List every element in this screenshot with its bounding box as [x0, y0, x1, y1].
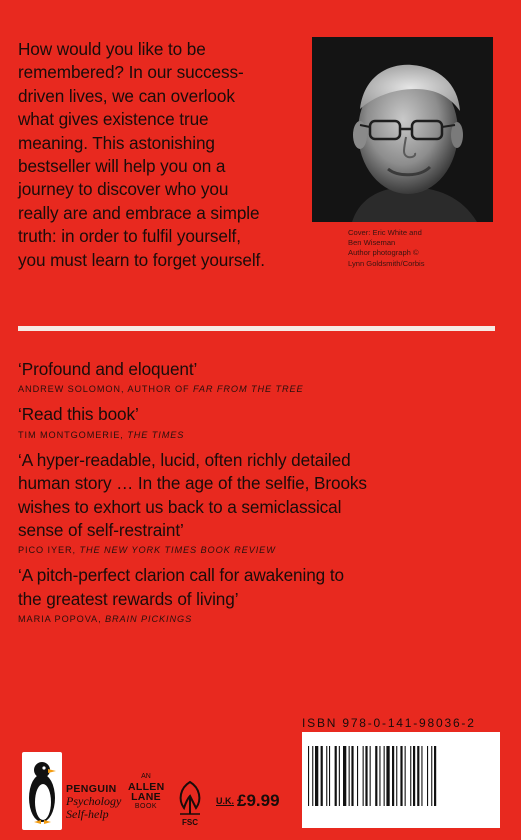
blurb-line: you must learn to forget yourself. [18, 249, 265, 270]
attribution-title: BRAIN PICKINGS [104, 614, 193, 625]
fsc-label: FSC [182, 818, 198, 827]
barcode-bar [375, 746, 377, 806]
barcode-bar [365, 746, 367, 806]
author-portrait-image [312, 37, 493, 222]
attribution-name: MARIA POPOVA, [18, 614, 105, 625]
barcode-bar [413, 746, 415, 806]
barcode-bar [417, 746, 419, 806]
allen-lane-line: ALLEN [128, 781, 165, 793]
barcode-bar [335, 746, 337, 806]
blurb-line: driven lives, we can overlook [18, 85, 235, 106]
blurb-line: truth: in order to fulfil yourself, [18, 226, 241, 247]
barcode-bar [427, 746, 428, 806]
credit-line: Lynn Goldsmith/Corbis [348, 258, 425, 268]
barcode-bar [396, 746, 397, 806]
barcode-bar [312, 746, 313, 806]
publisher-name: PENGUIN [66, 783, 117, 795]
barcode-bar [384, 746, 385, 806]
credit-line: Cover: Eric White and [348, 228, 422, 237]
divider-rule [18, 326, 495, 331]
quote-line: ‘Read this book’ [18, 404, 139, 425]
quote-line: the greatest rewards of living’ [18, 588, 239, 609]
allen-lane-top: AN [141, 773, 151, 780]
barcode-bar [392, 746, 394, 806]
back-cover-blurb [18, 38, 308, 272]
blurb-line: remembered? In our success- [18, 62, 244, 83]
quote-line: ‘A hyper-readable, lucid, often richly detailed [18, 449, 351, 470]
attribution-title: THE TIMES [127, 429, 185, 440]
quote-line: wishes to exhort us back to a semiclassical [18, 496, 342, 517]
review-quote [18, 449, 504, 556]
cover-credits [348, 228, 488, 269]
blurb-line: How would you like to be [18, 39, 206, 59]
credit-line: Author photograph © [348, 248, 419, 258]
barcode-bar [349, 746, 350, 806]
barcode-bar [326, 746, 327, 806]
barcode-bar [386, 746, 389, 806]
penguin-logo-icon [22, 752, 62, 830]
barcode-bar [315, 746, 318, 806]
category-label: Self-help [66, 807, 109, 821]
price-tag [216, 789, 280, 813]
review-quotes [18, 358, 504, 633]
price-region: U.K. [216, 796, 234, 806]
barcode-bar [370, 746, 371, 806]
allen-lane-logo [128, 772, 164, 812]
blurb-line: meaning. This astonishing [18, 132, 215, 153]
barcode-bar [421, 746, 422, 806]
price-amount: £9.99 [237, 791, 280, 810]
barcode-bar [363, 746, 364, 806]
attribution-title: FAR FROM THE TREE [193, 384, 304, 395]
blurb-line: journey to discover who you [18, 179, 229, 200]
barcode-bar [410, 746, 411, 806]
author-photo [312, 37, 493, 222]
barcode-bar [321, 746, 323, 806]
allen-lane-bottom: BOOK [134, 803, 158, 810]
barcode-bar [405, 746, 406, 806]
barcode-bar [329, 746, 330, 806]
credit-line: Ben Wiseman [348, 238, 396, 248]
barcode-bar [339, 746, 340, 806]
barcode-bar [351, 746, 353, 806]
barcode [302, 732, 500, 828]
quote-attribution [18, 545, 504, 555]
publisher-imprint [66, 783, 124, 821]
quote-attribution [18, 614, 504, 624]
barcode-bar [343, 746, 346, 806]
review-quote [18, 564, 504, 624]
blurb-line: bestseller will help you on a [18, 156, 226, 177]
quote-line: sense of self-restraint’ [18, 520, 184, 541]
quote-line: human story … In the age of the selfie, Brooks [18, 473, 367, 494]
blurb-line: really are and embrace a simple [18, 202, 260, 223]
category-label: Psychology [66, 794, 122, 808]
attribution-name: PICO IYER, [18, 545, 80, 556]
barcode-bar [434, 746, 436, 806]
allen-lane-line: LANE [131, 791, 161, 803]
attribution-name: ANDREW SOLOMON, AUTHOR OF [18, 384, 194, 395]
barcode-bar [400, 746, 402, 806]
barcode-bar [357, 746, 358, 806]
quote-line: ‘Profound and eloquent’ [18, 359, 198, 379]
quote-attribution [18, 384, 504, 394]
barcode-bars [308, 746, 494, 806]
quote-line: ‘A pitch-perfect clarion call for awakening to [18, 565, 344, 586]
quote-attribution [18, 430, 504, 440]
review-quote [18, 403, 504, 439]
barcode-bar [431, 746, 432, 806]
attribution-title: THE NEW YORK TIMES BOOK REVIEW [79, 545, 276, 556]
barcode-bar [308, 746, 309, 806]
isbn-number: ISBN 978-0-141-98036-2 [302, 716, 476, 730]
review-quote [18, 358, 504, 394]
blurb-line: what gives existence true [18, 109, 209, 130]
barcode-bar [379, 746, 380, 806]
fsc-logo-icon [172, 778, 208, 828]
attribution-name: TIM MONTGOMERIE, [18, 429, 128, 440]
